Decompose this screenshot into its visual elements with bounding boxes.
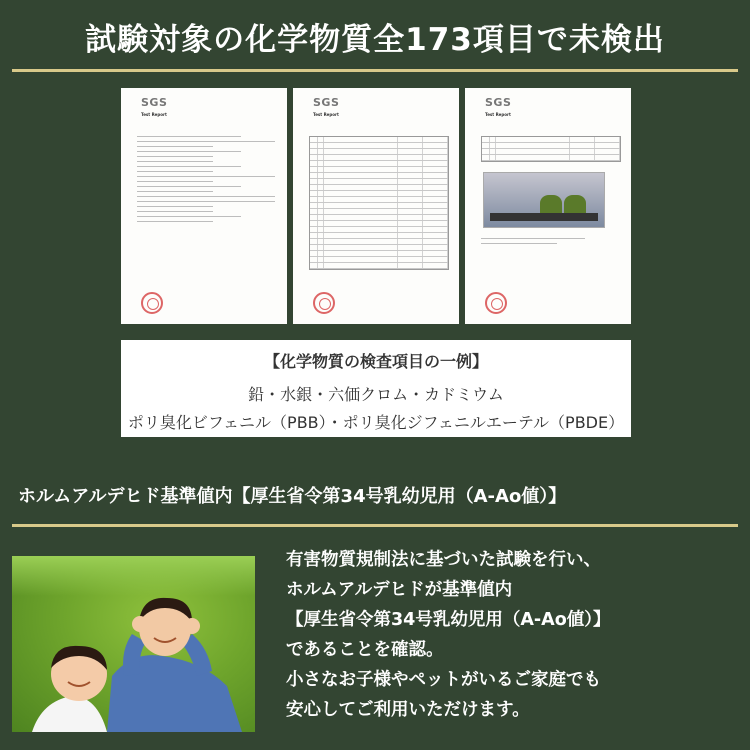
description-line: 有害物質規制法に基づいた試験を行い、 (286, 550, 601, 570)
sgs-logo: SGS (313, 96, 340, 109)
report-text-lines (137, 136, 275, 226)
chemical-items-heading: 【化学物質の検査項目の一例】 (263, 352, 488, 371)
children-on-grass-photo (12, 556, 255, 732)
lab-stamp-icon (141, 292, 163, 314)
report-heading: Test Report (313, 112, 339, 117)
test-report-documents (121, 88, 631, 324)
lab-stamp-icon (485, 292, 507, 314)
sgs-logo: SGS (141, 96, 168, 109)
subheading-divider (12, 524, 738, 527)
report-heading: Test Report (141, 112, 167, 117)
description-text (286, 545, 736, 725)
formaldehyde-heading: ホルムアルデヒド基準値内【厚生省令第34号乳幼児用（A-Ao値）】 (18, 486, 567, 507)
chemical-items-line-1: 鉛・水銀・六価クロム・カドミウム (248, 385, 504, 404)
test-report-page-2 (293, 88, 459, 324)
description-line: ホルムアルデヒドが基準値内 (286, 580, 513, 600)
test-report-page-1 (121, 88, 287, 324)
description-line: 安心してご利用いただけます。 (286, 700, 530, 720)
sample-photo (483, 172, 605, 228)
page-title: 試験対象の化学物質全173項目で未検出 (85, 22, 665, 58)
chemical-items-box (121, 340, 631, 437)
description-line: 【厚生省令第34号乳幼児用（A-Ao値）】 (286, 610, 611, 630)
title-divider (12, 69, 738, 72)
report-heading: Test Report (485, 112, 511, 117)
lab-stamp-icon (313, 292, 335, 314)
description-line: 小さなお子様やペットがいるご家庭でも (286, 670, 601, 690)
report-text-lines (481, 238, 619, 248)
sgs-logo: SGS (485, 96, 512, 109)
chemical-items-line-2: ポリ臭化ビフェニル（PBB）・ポリ臭化ジフェニルエーテル（PBDE） (127, 413, 625, 432)
test-report-page-3 (465, 88, 631, 324)
report-results-table (309, 136, 449, 270)
description-line: であることを確認。 (286, 640, 444, 660)
report-results-table (481, 136, 621, 162)
